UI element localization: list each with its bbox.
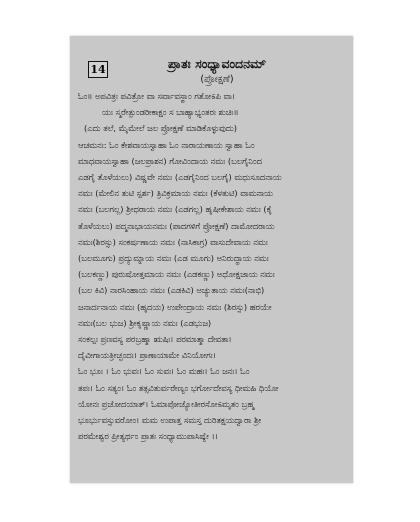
text-line: ಎಡಗೈ ತೊಳೆಯಲು) ವಿಷ್ಣವೇ ನಮಃ (ಎಡಗೈನಿಂದ ಬಲಗೈ) ಮಧುಸೂದನಾಯ [78,172,282,183]
text-line: (ಬಲಕಣ್ಣು) ಪುರುಷೋತ್ತಮಾಯ ನಮಃ (ಎಡಕಣ್ಣು) ಅಧೋಕ್ಷಜಾಯ ನಮಃ [78,269,275,280]
page-number: 14 [88,61,108,78]
section-subtitle: (ಪ್ರೋಕ್ಷಣೆ) [200,74,234,85]
text-line: ನಮಃ (ಮೇಲಿನ ತುಟಿ ಸ್ಪರ್ಶ) ತ್ರಿವಿಕ್ರಮಾಯ ನಮಃ (ಕೆಳತುಟಿ) ವಾಮನಾಯ [78,188,273,199]
text-line: (ಬಲ ಕಿವಿ) ನಾರಸಿಂಹಾಯ ನಮಃ (ಎಡಕಿವಿ) ಅಚ್ಯುತಾಯ ನಮಃ(ನಾಭಿ) [78,285,265,296]
text-line: ಭೂರ್ಭುವಸ್ಸುವರೋಂ। ಮಮ ಉಪಾತ್ತ ಸಮಸ್ತ ದುರಿತಕ್ಷಯದ್ವಾರಾ ಶ್ರೀ [78,415,262,426]
text-line: ಯೋನಃ ಪ್ರಚೋದಯಾತ್। ಓಮಾಪೋಜ್ಯೋತೀರಸೋಽಮೃತಂ ಬ್ರಹ್ಮ [78,398,255,409]
text-line: ನಮಃ(ಬಲ ಭುಜ) ಶ್ರೀಕೃಷ್ಣಾಯ ನಮಃ (ಎಡಭುಜ) [78,317,212,328]
book-page [70,36,353,483]
text-line: ಸಂಕಲ್ಪಃ ಪ್ರಣವಸ್ಯ ಪರಬ್ರಹ್ಮಾ ಋಷಿಃ। ಪರಮಾತ್ಮಾ ದೇವತಾ। [78,334,232,345]
text-line: ದೈವೀಗಾಯತ್ರೀಚ್ಛಂದಃ। ಪ್ರಾಣಾಯಾಮೇ ವಿನಿಯೋಗಃ। [78,350,216,361]
text-line: ಯಃ ಸ್ಮರೇತ್ಪುಂಡರೀಕಾಕ್ಷಂ ಸ ಬಾಹ್ಯಾಭ್ಯಂತರಃ ಶುಚಿಃ॥ [102,107,239,118]
text-body [78,88,346,444]
text-line: (ಬಲಮೂಗು) ಪ್ರದ್ಯುಮ್ನಾಯ ನಮಃ (ಎಡ ಮೂಗು) ಅನಿರುದ್ಧಾಯ ನಮಃ [78,253,269,264]
text-line: ತಪಃ। ಓಂ ಸತ್ಯಂ। ಓಂ ತತ್ಸವಿತುರ್ವರೇಣ್ಯಂ ಭರ್ಗೋದೇವಸ್ಯ ಧೀಮಹಿ ಧಿಯೋ [78,382,279,393]
text-line: ಓಂ॥ ಅಪವಿತ್ರಃ ಪವಿತ್ರೋ ವಾ ಸರ್ವಾವಸ್ಥಾಂ ಗತೋಽಪಿ ವಾ। [78,91,235,101]
text-line: ಜನಾರ್ದನಾಯ ನಮಃ (ಹೃದಯ) ಉಪೇಂದ್ರಾಯ ನಮಃ (ಶಿರಸ್ಸು) ಹರಯೇ [78,301,272,312]
text-line: ಆಚಮನಃ: ಓಂ ಕೇಶವಾಯಸ್ವಾಹಾ ಓಂ ನಾರಾಯಣಾಯ ಸ್ವಾಹಾ ಓಂ [78,139,255,150]
text-line: ನಮಃ (ಬಲಗಲ್ಲ) ಶ್ರೀಧರಾಯ ನಮಃ (ಎಡಗಲ್ಲ) ಹೃಷೀಕೇಶಾಯ ನಮಃ (ಕೈ [78,204,273,215]
text-line: ಪರಮೇಶ್ವರ ಪ್ರೀತ್ಯರ್ಥಂ ಪ್ರಾತಃ ಸಂಧ್ಯಾಮುಪಾಸಿಷ್ಯೇ ।। [78,431,218,442]
text-line: ತೊಳೆಯಲು) ಪದ್ಮನಾಭಾಯನಮಃ (ಪಾದಗಳಿಗೆ ಪ್ರೋಕ್ಷಣೆ) ದಾಮೋದರಾಯ [78,220,275,231]
text-line: ಮಾಧವಾಯಸ್ವಾಹಾ (ಜಲಪ್ರಾಶನ) ಗೋವಿಂದಾಯ ನಮಃ (ಬಲಗೈನಿಂದ [78,155,262,166]
text-line: (ಎದು ತಲೆ, ಮೈಮೇಲೆ ಜಲ ಪ್ರೋಕ್ಷಣೆ ಮಾಡಿಕೊಳ್ಳುವುದು) [84,123,238,134]
text-line: ನಮಃ(ಶಿರಸ್ಸು) ಸಂಕರ್ಷಣಾಯ ನಮಃ (ನಾಸಿಕಾಗ್ರ) ವಾಸುದೇವಾಯ ನಮಃ [78,236,268,247]
text-line: ಓಂ ಭೂಃ । ಓಂ ಭುವಃ। ಓಂ ಸುವಃ। ಓಂ ಮಹಃ। ಓಂ ಜನಃ। ಓಂ [78,366,250,377]
page-title: ಪ್ರಾತಃ ಸಂಧ್ಯಾವಂದನಮ್ [168,56,266,71]
